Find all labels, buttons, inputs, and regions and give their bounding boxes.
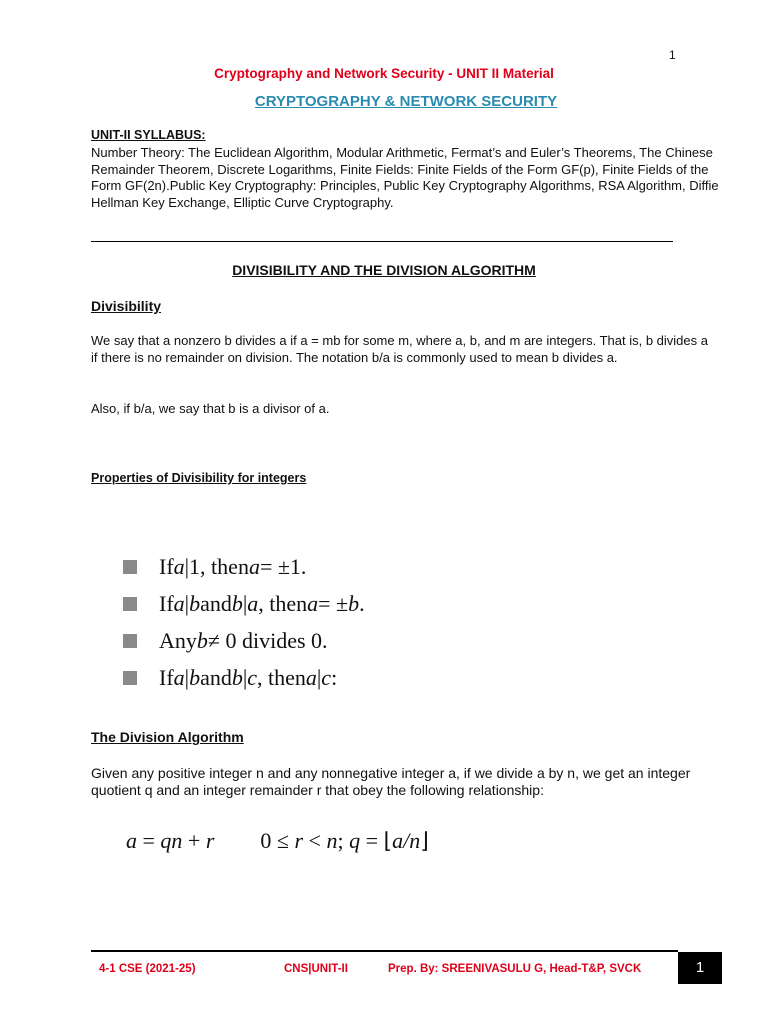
footer-divider [91,950,678,952]
page-number: 1 [669,48,676,62]
section-title: DIVISIBILITY AND THE DIVISION ALGORITHM [232,262,536,278]
footer-page-number: 1 [678,952,722,984]
divisibility-paragraph-1: We say that a nonzero b divides a if a = mb for some m, where a, b, and m are integers. That is, b divides a if there is no remainder on division. The notation b/a is commonly used to mean b divides a. [91,333,708,365]
divider [91,241,673,242]
property-item: Any b ≠ 0 divides 0. [123,622,365,659]
syllabus-heading: UNIT-II SYLLABUS: [91,128,206,142]
square-bullet-icon [123,597,137,611]
main-title: CRYPTOGRAPHY & NETWORK SECURITY [254,93,558,110]
property-item: If a | b and b | a , then a = ± b . [123,585,365,622]
square-bullet-icon [123,560,137,574]
division-formula: a = qn + r 0 ≤ r < n; q = ⌊a/n⌋ [126,828,429,853]
square-bullet-icon [123,671,137,685]
property-item: If a | b and b | c , then a | c : [123,659,365,696]
division-algorithm-heading: The Division Algorithm [91,729,244,745]
property-item: If a |1, then a = ±1. [123,548,365,585]
syllabus-body: Number Theory: The Euclidean Algorithm, Modular Arithmetic, Fermat’s and Euler’s Theorems, The Chinese Remainder Theorem, Discrete Logarithms, Finite Fields: Finite Fields of the Form GF(p), Finite Fields of the Form GF(2n).Public Key Cryptography: Principles, Public Key Cryptography Algorithms, RSA Algorithm, Diffie Hellman Key Exchange, Elliptic Curve Cryptography. [91,145,719,210]
divisibility-paragraph-2: Also, if b/a, we say that b is a divisor of a. [91,401,330,416]
square-bullet-icon [123,634,137,648]
course-title: Cryptography and Network Security - UNIT II Material [214,66,554,81]
footer-prepared-by: Prep. By: SREENIVASULU G, Head-T&P, SVCK [388,963,642,975]
footer-unit: CNS|UNIT-II [284,963,348,975]
divisibility-heading: Divisibility [91,298,162,314]
properties-list [123,548,365,696]
properties-heading: Properties of Divisibility for integers [91,471,307,485]
division-algorithm-paragraph: Given any positive integer n and any nonnegative integer a, if we divide a by n, we get an integer quotient q and an integer remainder r that obey the following relationship: [91,765,691,798]
footer-batch: 4-1 CSE (2021-25) [99,963,196,975]
